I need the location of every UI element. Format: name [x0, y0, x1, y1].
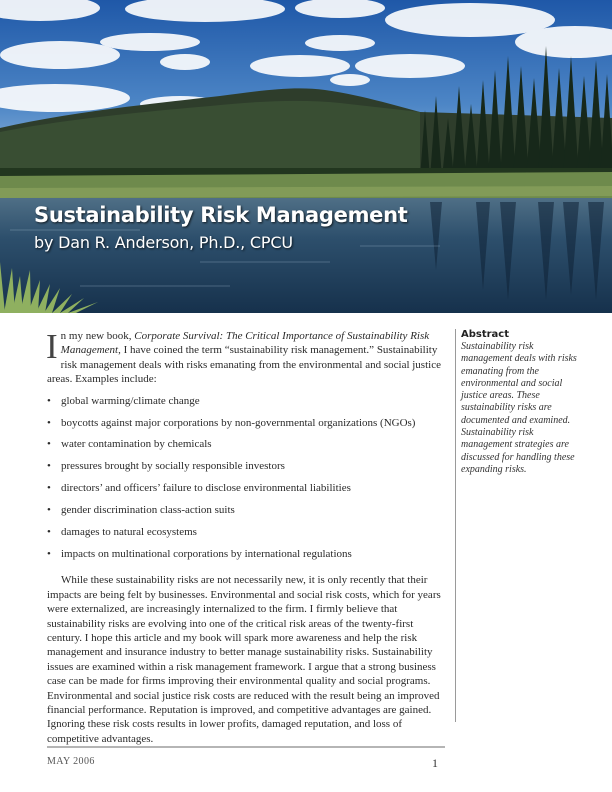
lead-prefix: n my new book,	[60, 330, 135, 342]
list-item: • water contamination by chemicals	[47, 438, 212, 451]
risk-examples-list	[47, 394, 451, 562]
bullet-icon: •	[47, 460, 51, 473]
header-photo	[0, 0, 612, 313]
bullet-icon: •	[47, 416, 51, 429]
article-body	[47, 329, 451, 746]
lead-suffix: , I have coined the term “sustainability risk management.” Sustainability risk management deals with risks emanating from the environmental and social justice areas. Examples include:	[47, 344, 441, 386]
list-item: • directors’ and officers’ failure to disclose environmental liabilities	[47, 482, 351, 495]
bullet-icon: •	[47, 438, 51, 451]
list-item: • damages to natural ecosystems	[47, 526, 197, 539]
article-title: Sustainability Risk Management	[34, 203, 408, 227]
list-item: • gender discrimination class-action suits	[47, 504, 235, 517]
page-number: 1	[432, 756, 438, 770]
footer-date: MAY 2006	[47, 756, 95, 767]
body-paragraph: While these sustainability risks are not necessarily new, it is only recently that their impacts are being felt by businesses. Environmental and social risk costs, which for years were externalized, are increasingly internalized to the firm. I firmly believe that sustainability risks are evolving into one of the critical risk areas of the twenty-first century. I hope this article and my book will spark more awareness and help the risk management and insurance industry to better manage sustainability risks. Sustainability issues are examined within a risk management framework. I argue that a strong business case can be made for firms improving their environmental quality and social programs. Environmental and social justice risk costs are reduced with the result being an improved financial performance. Reputation is improved, and competitive advantages are gained. Ignoring these risk costs results in lower profits, damaged reputation, and loss of competitive advantages.	[47, 574, 441, 745]
abstract-heading: Abstract	[461, 329, 510, 340]
bullet-icon: •	[47, 526, 51, 539]
bullet-icon: •	[47, 547, 51, 560]
list-item: • impacts on multinational corporations by international regulations	[47, 547, 352, 560]
bullet-icon: •	[47, 394, 51, 407]
list-item: • global warming/climate change	[47, 394, 200, 407]
lake-forest-landscape-icon	[0, 0, 612, 313]
bullet-icon: •	[47, 482, 51, 495]
author-byline: by Dan R. Anderson, Ph.D., CPCU	[34, 233, 293, 252]
abstract-text: Sustainability risk management deals with risks emanating from the environmental and social justice areas. These sustainability risks are documented and examined. Sustainability risk management strategies are discussed for handling these expanding risks.	[461, 341, 577, 475]
list-item: • boycotts against major corporations by non-governmental organizations (NGOs)	[47, 416, 416, 429]
book-title: Corporate Survival: The Critical Importance of Sustainability Risk Management	[60, 330, 430, 357]
column-divider	[455, 329, 456, 722]
lead-paragraph	[47, 329, 451, 387]
bullet-icon: •	[47, 504, 51, 517]
abstract-sidebar	[461, 329, 581, 476]
list-item: • pressures brought by socially responsible investors	[47, 460, 285, 473]
footer-rule	[47, 746, 445, 748]
drop-cap: I	[46, 327, 58, 366]
